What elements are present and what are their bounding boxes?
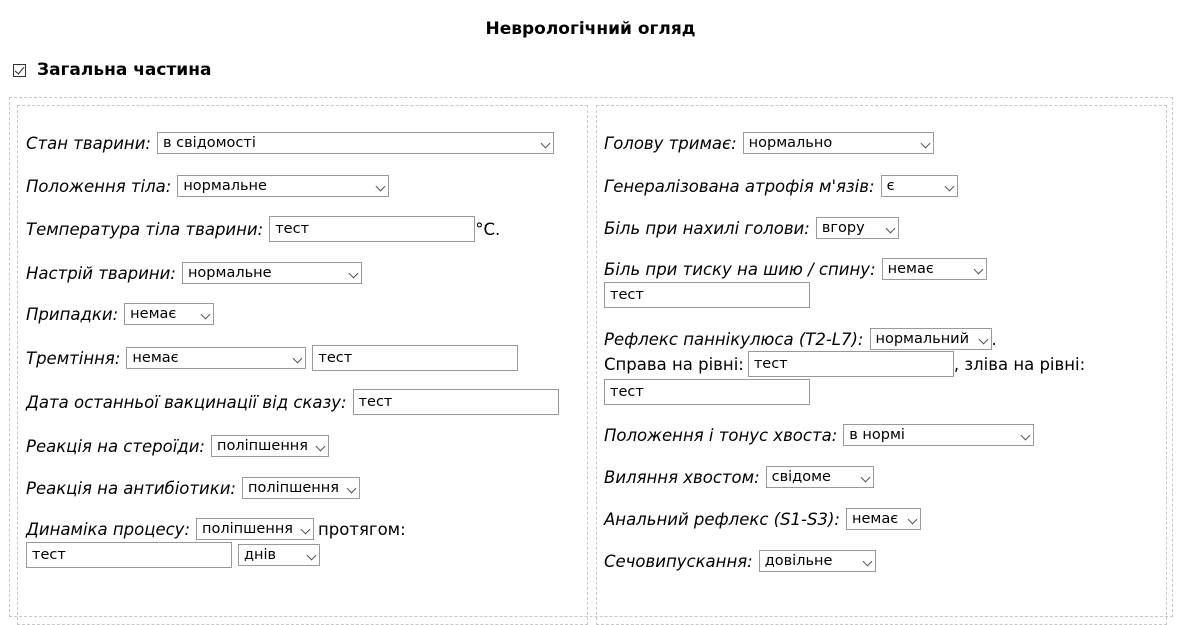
chevron-down-icon: [293, 354, 303, 364]
vaccination-input[interactable]: [353, 389, 559, 415]
section-header: [13, 60, 211, 80]
vaccination-label: Дата останньої вакцинації від сказу:: [26, 392, 347, 412]
temperature-row: [26, 216, 500, 242]
panniculus-left-input[interactable]: [604, 379, 810, 405]
chevron-down-icon: [307, 551, 317, 561]
state-select[interactable]: [157, 132, 554, 154]
vaccination-value: тест: [358, 394, 393, 410]
tail-wag-select[interactable]: [766, 466, 874, 488]
dynamics-label: Динаміка процесу:: [26, 519, 191, 539]
neck-pain-row: [604, 258, 987, 280]
seizures-label: Припадки:: [26, 304, 119, 324]
steroids-row: [26, 435, 329, 457]
panniculus-left-label: , зліва на рівні:: [953, 354, 1086, 374]
steroids-value: поліпшення: [217, 438, 309, 454]
anal-reflex-value: немає: [851, 511, 899, 527]
section-checkbox[interactable]: [13, 64, 26, 77]
dynamics-unit-select[interactable]: [238, 544, 320, 566]
head-tilt-select[interactable]: [816, 217, 899, 239]
position-label: Положення тіла:: [26, 176, 172, 196]
panniculus-select[interactable]: [870, 328, 992, 350]
temperature-label: Температура тіла тварини:: [26, 219, 264, 239]
tail-row: [604, 424, 1034, 446]
temperature-value: тест: [275, 221, 310, 237]
chevron-down-icon: [347, 484, 357, 494]
atrophy-select[interactable]: [881, 175, 958, 197]
tail-wag-label: Виляння хвостом:: [604, 467, 760, 487]
state-row: [26, 132, 554, 154]
dynamics-value: поліпшення: [202, 521, 294, 537]
urination-value: довільне: [764, 553, 833, 569]
mood-select[interactable]: [182, 262, 362, 284]
tremor-label: Тремтіння:: [26, 348, 121, 368]
tremor-value: немає: [132, 350, 179, 366]
chevron-down-icon: [862, 557, 872, 567]
anal-reflex-select[interactable]: [846, 508, 921, 530]
dynamics-select[interactable]: [196, 518, 314, 540]
chevron-down-icon: [978, 335, 988, 345]
antibiotics-label: Реакція на антибіотики:: [26, 478, 236, 498]
state-value: в свідомості: [163, 135, 256, 151]
panniculus-dot: .: [991, 329, 997, 349]
panniculus-value: нормальний: [875, 331, 970, 347]
neck-pain-label: Біль при тиску на шию / спину:: [604, 259, 876, 279]
tail-value: в нормі: [849, 427, 905, 443]
panniculus-label: Рефлекс паннікулюса (T2-L7):: [604, 329, 864, 349]
dynamics-during-label: протягом:: [318, 519, 406, 539]
neck-pain-text-row: [604, 282, 810, 308]
chevron-down-icon: [301, 525, 311, 535]
neck-pain-value: немає: [887, 261, 934, 277]
panniculus-row: [604, 328, 997, 350]
mood-row: [26, 262, 362, 284]
panniculus-right-label: Справа на рівні:: [604, 354, 744, 374]
antibiotics-row: [26, 477, 360, 499]
urination-select[interactable]: [759, 550, 876, 572]
panniculus-level-row: [604, 351, 1085, 377]
seizures-select[interactable]: [124, 303, 214, 325]
chevron-down-icon: [201, 310, 211, 320]
page-title: Неврологічний огляд: [485, 19, 696, 39]
dynamics-amount-input[interactable]: [26, 542, 232, 568]
tremor-input[interactable]: [312, 345, 518, 371]
antibiotics-select[interactable]: [242, 477, 360, 499]
mood-label: Настрій тварини:: [26, 263, 176, 283]
temperature-unit: °C.: [475, 219, 501, 239]
tail-label: Положення і тонус хвоста:: [604, 425, 838, 445]
head-tilt-row: [604, 217, 899, 239]
chevron-down-icon: [973, 265, 983, 275]
urination-row: [604, 550, 876, 572]
head-hold-value: нормально: [748, 135, 833, 151]
anal-reflex-label: Анальний рефлекс (S1-S3):: [604, 509, 840, 529]
chevron-down-icon: [885, 224, 895, 234]
atrophy-label: Генералізована атрофія м'язів:: [604, 176, 875, 196]
section-label: Загальна частина: [37, 60, 212, 80]
chevron-down-icon: [860, 473, 870, 483]
anal-reflex-row: [604, 508, 921, 530]
panniculus-right-input[interactable]: [748, 351, 954, 377]
neck-pain-text: тест: [610, 287, 644, 303]
head-hold-label: Голову тримає:: [604, 133, 737, 153]
position-value: нормальне: [183, 178, 267, 194]
dynamics-amount-row: [26, 542, 320, 568]
chevron-down-icon: [541, 139, 551, 149]
temperature-input[interactable]: [269, 216, 475, 242]
antibiotics-value: поліпшення: [247, 480, 339, 496]
state-label: Стан тварини:: [26, 133, 151, 153]
head-hold-row: [604, 132, 934, 154]
head-tilt-label: Біль при нахилі голови:: [604, 218, 810, 238]
tremor-row: [26, 345, 518, 371]
mood-value: нормальне: [187, 265, 272, 281]
head-hold-select[interactable]: [743, 132, 934, 154]
tail-wag-value: свідоме: [771, 469, 831, 485]
neck-pain-select[interactable]: [882, 258, 987, 280]
chevron-down-icon: [1021, 431, 1031, 441]
tail-select[interactable]: [843, 424, 1034, 446]
chevron-down-icon: [944, 182, 954, 192]
chevron-down-icon: [316, 442, 326, 452]
position-row: [26, 175, 389, 197]
chevron-down-icon: [908, 515, 918, 525]
dynamics-unit-value: днів: [244, 547, 277, 563]
seizures-row: [26, 303, 214, 325]
chevron-down-icon: [349, 269, 359, 279]
vaccination-row: [26, 389, 559, 415]
tail-wag-row: [604, 466, 874, 488]
steroids-label: Реакція на стероїди:: [26, 436, 205, 456]
chevron-down-icon: [920, 139, 930, 149]
panniculus-left-value: тест: [610, 384, 644, 400]
position-select[interactable]: [177, 175, 389, 197]
tremor-select[interactable]: [126, 347, 306, 369]
steroids-select[interactable]: [211, 435, 329, 457]
dynamics-amount-value: тест: [32, 547, 66, 563]
chevron-down-icon: [376, 182, 386, 192]
head-tilt-value: вгору: [821, 220, 865, 236]
dynamics-row: [26, 518, 410, 540]
urination-label: Сечовипускання:: [604, 551, 753, 571]
neck-pain-input[interactable]: [604, 282, 810, 308]
panniculus-left-row: [604, 379, 810, 405]
tremor-text: тест: [318, 350, 353, 366]
panniculus-right-value: тест: [753, 356, 788, 372]
seizures-value: немає: [130, 306, 177, 322]
atrophy-row: [604, 175, 958, 197]
atrophy-value: є: [886, 178, 895, 194]
